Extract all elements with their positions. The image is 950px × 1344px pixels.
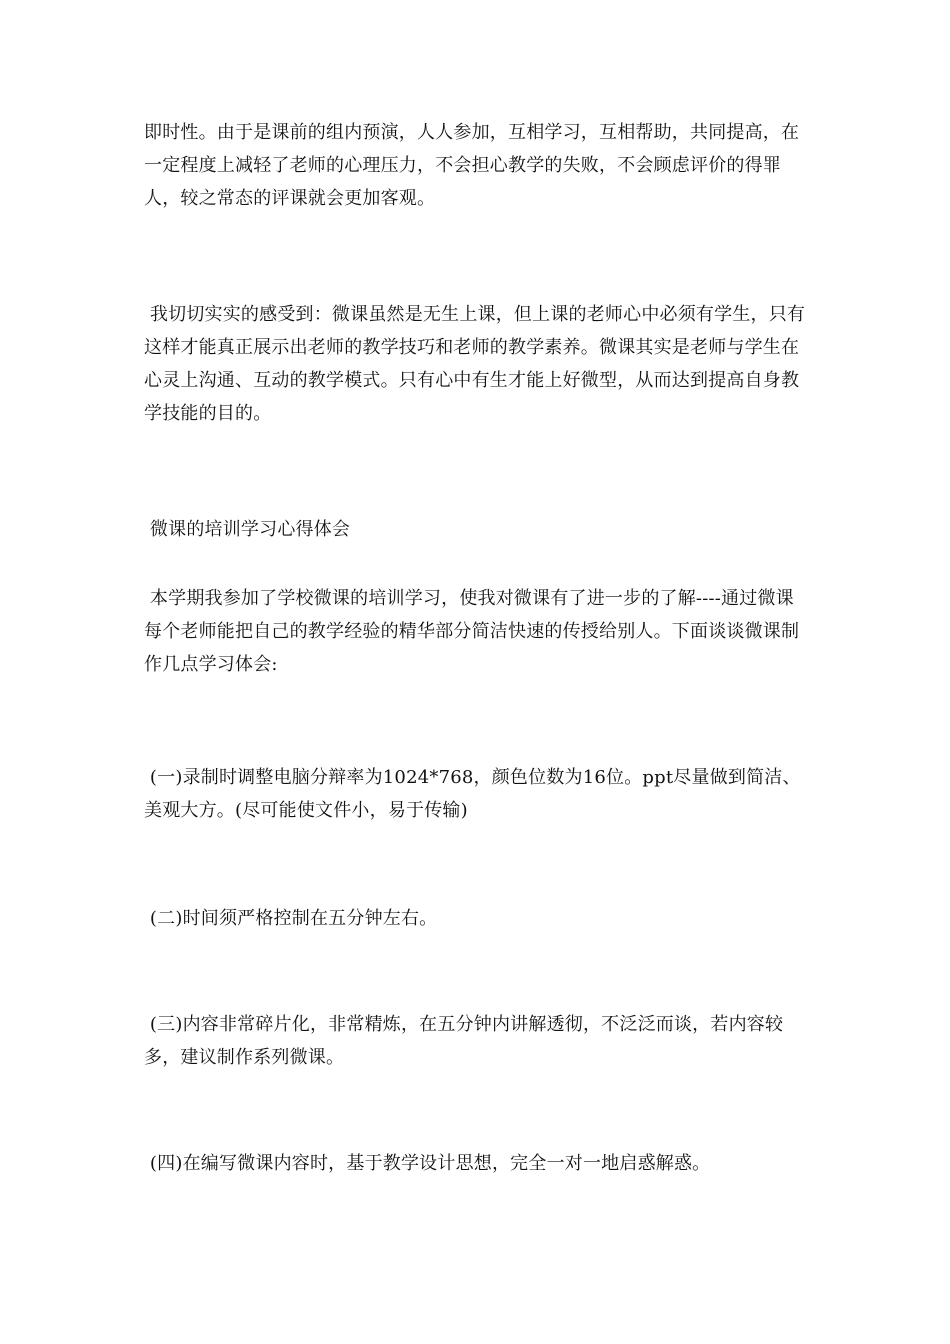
list-item-1: (一)录制时调整电脑分辩率为1024*768，颜色位数为16位。ppt尽量做到简洁、美观大方。(尽可能使文件小，易于传输)	[144, 767, 801, 821]
list-item-4: (四)在编写微课内容时，基于教学设计思想，完全一对一地启惑解惑。	[144, 1153, 711, 1174]
paragraph-intro: 本学期我参加了学校微课的培训学习，使我对微课有了进一步的了解----通过微课每个老师能把自己的教学经验的精华部分简洁快速的传授给别人。下面谈谈微课制作几点学习体会:	[144, 588, 800, 675]
paragraph-continuation: 即时性。由于是课前的组内预演，人人参加，互相学习，互相帮助，共同提高，在一定程度上减轻了老师的心理压力，不会担心教学的失败，不会顾虑评价的得罪人，较之常态的评课就会更加客观。	[144, 122, 800, 209]
section-heading: 微课的培训学习心得体会	[144, 519, 351, 540]
list-item-3: (三)内容非常碎片化，非常精炼，在五分钟内讲解透彻，不泛泛而谈，若内容较多，建议制作系列微课。	[144, 1014, 784, 1068]
list-item-2: (二)时间须严格控制在五分钟左右。	[144, 908, 438, 929]
paragraph-reflection: 我切切实实的感受到：微课虽然是无生上课，但上课的老师心中必须有学生，只有这样才能真正展示出老师的教学技巧和老师的教学素养。微课其实是老师与学生在心灵上沟通、互动的教学模式。只有心中有生才能上好微型，从而达到提高自身教学技能的目的。	[144, 304, 806, 424]
